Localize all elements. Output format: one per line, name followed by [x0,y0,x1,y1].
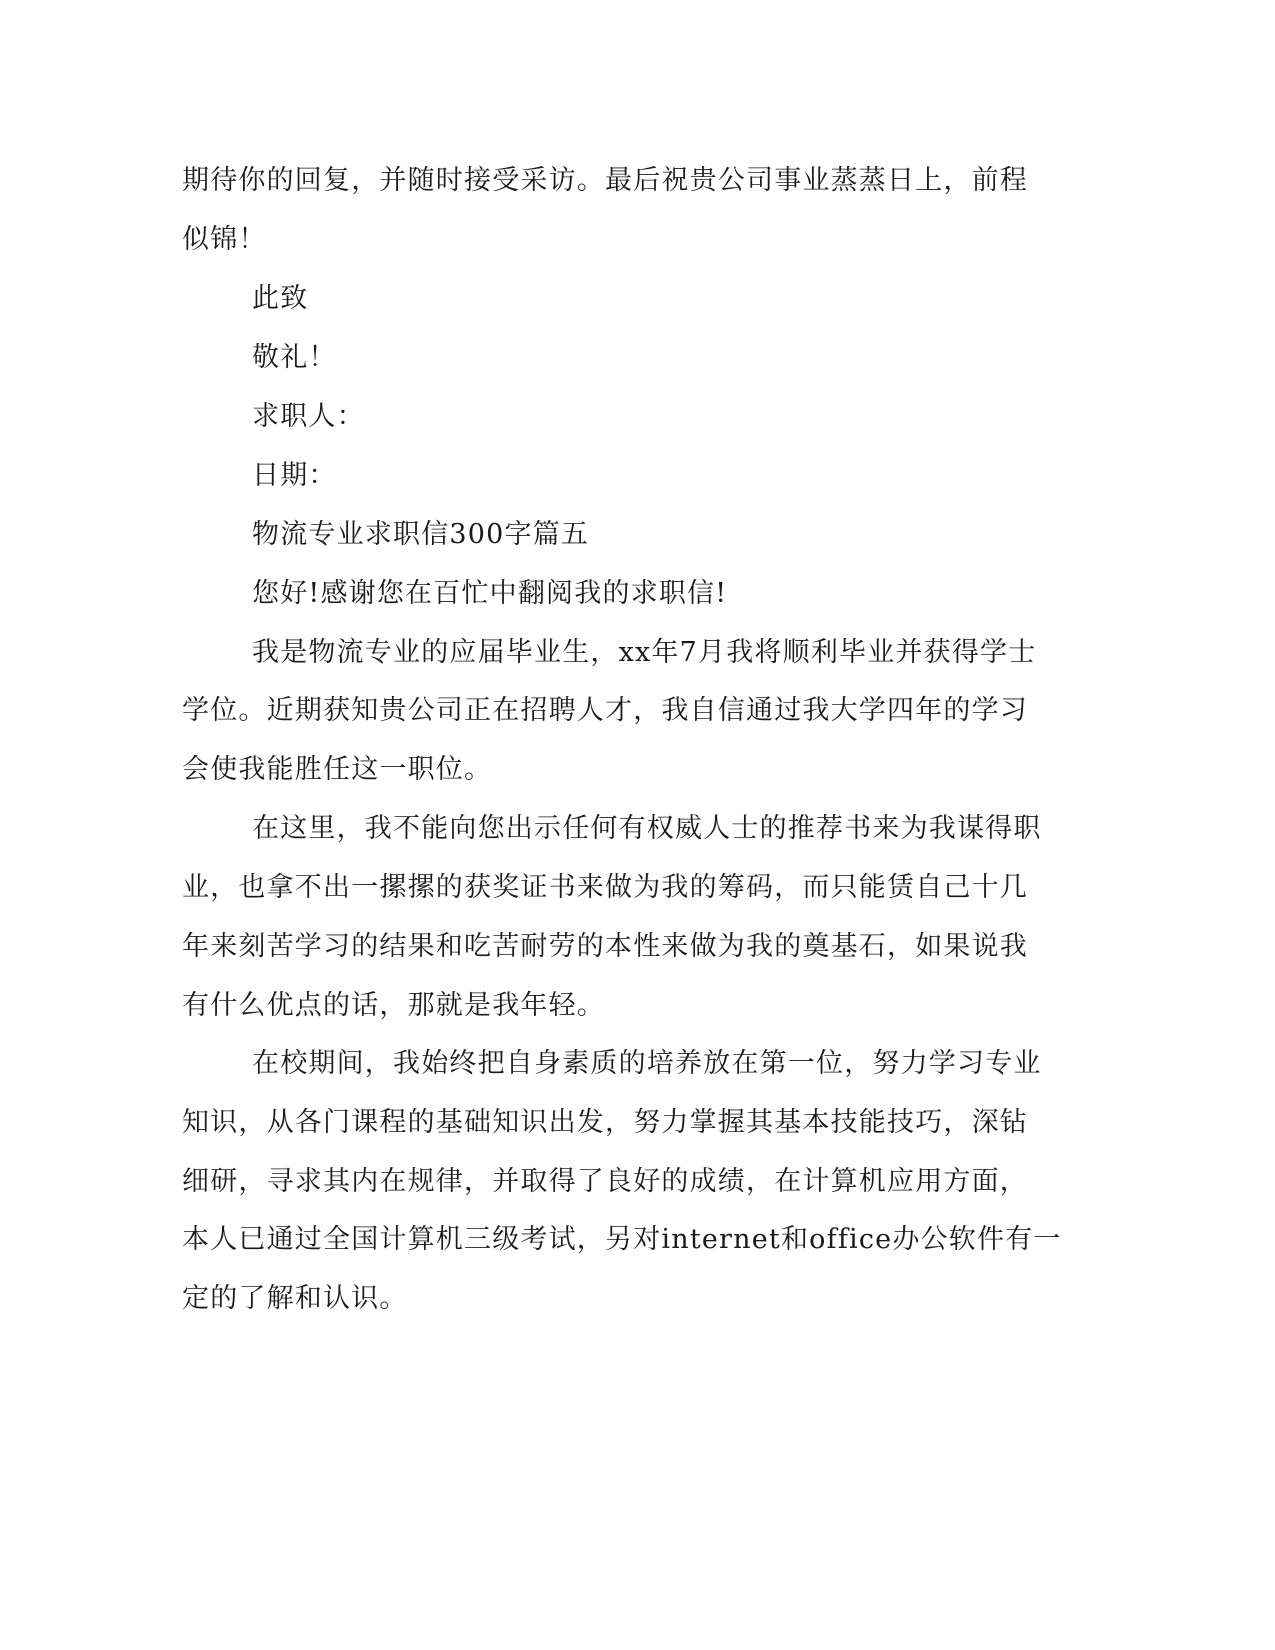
closing-regards: 敬礼！ [252,342,337,373]
paragraph-line: 我是物流专业的应届毕业生，xx年7月我将顺利毕业并获得学士 [252,637,1037,668]
paragraph-line: 知识，从各门课程的基础知识出发，努力掌握其基本技能技巧，深钻 [182,1107,1028,1138]
paragraph-line: 年来刻苦学习的结果和吃苦耐劳的本性来做为我的奠基石，如果说我 [182,931,1028,962]
paragraph-line: 业，也拿不出一摞摞的获奖证书来做为我的筹码，而只能赁自己十几 [182,872,1028,903]
paragraph-line: 会使我能胜任这一职位。 [182,754,493,785]
closing-salutation: 此致 [252,283,309,314]
paragraph-line: 细研，寻求其内在规律，并取得了良好的成绩，在计算机应用方面， [182,1166,1028,1197]
paragraph-line: 在校期间，我始终把自身素质的培养放在第一位，努力学习专业 [252,1048,1042,1079]
section-title: 物流专业求职信300字篇五 [252,519,590,550]
greeting: 您好!感谢您在百忙中翻阅我的求职信! [252,578,728,609]
paragraph-line: 似锦！ [182,224,267,255]
date-label: 日期： [252,460,337,491]
paragraph-line: 有什么优点的话，那就是我年轻。 [182,990,605,1021]
paragraph-line: 在这里，我不能向您出示任何有权威人士的推荐书来为我谋得职 [252,813,1042,844]
paragraph-line: 本人已通过全国计算机三级考试，另对internet和office办公软件有一 [182,1224,1062,1255]
applicant-label: 求职人： [252,401,365,432]
paragraph-line: 期待你的回复，并随时接受采访。最后祝贵公司事业蒸蒸日上，前程 [182,165,1028,196]
paragraph-line: 定的了解和认识。 [182,1283,408,1314]
paragraph-line: 学位。近期获知贵公司正在招聘人才，我自信通过我大学四年的学习 [182,695,1028,726]
